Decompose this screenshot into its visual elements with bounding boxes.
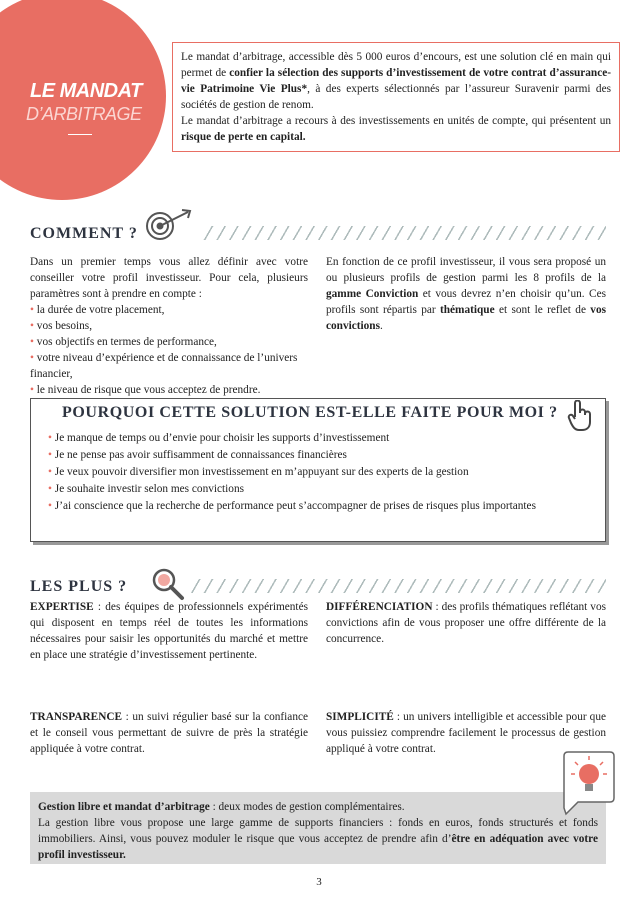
pointing-hand-icon	[566, 400, 594, 432]
plus-simplicite: SIMPLICITÉ : un univers intelligible et accessible pour que vous puissiez comprendre facilement le processus de gestion appliqué à votre contrat.	[326, 711, 606, 755]
plus-expertise: EXPERTISE : des équipes de professionnels expérimentés qui disposent en temps réel de toutes les informations nécessaires pour saisir les opportunités du marché et mettre en place une stratégie d’investissement pertinente.	[30, 601, 308, 661]
comment-intro-text: Dans un premier temps vous allez définir avec votre conseiller votre profil investisseur. Pour cela, plusieurs paramètres sont à prendre en compte :	[30, 256, 308, 300]
comment-right-text: En fonction de ce profil investisseur, il vous sera proposé un ou plusieurs profils de gestion parmi les 8 profils de la gamme Conviction et vous devrez n’en choisir qu’un. Ces profils sont répartis par thématique et sont le reflet de vos convictions.	[326, 256, 606, 332]
note-line-2: La gestion libre vous propose une large gamme de supports financiers : fonds en euros, fonds structurés et fonds immobiliers. Ainsi, vous pouvez moduler le risque que vous acceptez de prendre afin d’être en adéquation avec votre profil investisseur.	[38, 817, 598, 861]
list-item: • Je manque de temps ou d’envie pour choisir les supports d’investissement	[48, 432, 390, 444]
list-item: • la durée de votre placement,	[30, 304, 165, 316]
pourquoi-list	[48, 430, 598, 515]
list-item: • votre niveau d’expérience et de connaissance de l’univers financier,	[30, 352, 298, 380]
list-item: • Je veux pouvoir diversifier mon investissement en m’appuyant sur des experts de la gestion	[48, 466, 469, 478]
plus-differenciation: DIFFÉRENCIATION : des profils thématiques reflétant vos convictions afin de vous proposer une offre différente de la concurrence.	[326, 601, 606, 645]
intro-paragraph-1: Le mandat d’arbitrage, accessible dès 5 000 euros d’encours, est une solution clé en main qui permet de confier la sélection des supports d’investissement de votre contrat d’assurance-vie Patrimoine Vie Plus*, à des experts sélectionnés par l’assureur Suravenir parmi des sociétés de gestion de renom.	[181, 51, 611, 111]
plus-heading: LES PLUS ?	[30, 578, 128, 595]
intro-box	[172, 42, 620, 152]
bottom-note-box	[30, 792, 606, 864]
section-divider	[190, 579, 606, 593]
target-icon	[144, 206, 198, 242]
list-item: • vos besoins,	[30, 320, 93, 332]
comment-left-column	[30, 254, 308, 398]
pourquoi-heading: POURQUOI CETTE SOLUTION EST-ELLE FAITE POUR MOI ?	[62, 404, 558, 421]
page-number: 3	[316, 876, 322, 888]
brand-subtitle: D’ARBITRAGE	[26, 104, 142, 124]
list-item: • J’ai conscience que la recherche de performance peut s’accompagner de prises de risques plus importantes	[48, 500, 536, 512]
note-line-1: Gestion libre et mandat d’arbitrage : deux modes de gestion complémentaires.	[38, 801, 405, 813]
brand-title: LE MANDAT	[30, 80, 142, 102]
lightbulb-icon	[558, 748, 618, 818]
list-item: • Je souhaite investir selon mes convictions	[48, 483, 244, 495]
brand-divider	[68, 134, 92, 135]
intro-paragraph-2: Le mandat d’arbitrage a recours à des investissements en unités de compte, qui présentent un risque de perte en capital.	[181, 115, 611, 143]
list-item: • vos objectifs en termes de performance,	[30, 336, 217, 348]
comment-heading: COMMENT ?	[30, 225, 138, 242]
comment-right-column	[326, 254, 606, 334]
magnifier-icon	[150, 566, 186, 602]
section-divider	[202, 226, 606, 240]
plus-transparence: TRANSPARENCE : un suivi régulier basé sur la confiance et le conseil vous permettant de suivre de près la stratégie appliquée à votre contrat.	[30, 711, 308, 755]
list-item: • le niveau de risque que vous acceptez de prendre.	[30, 384, 261, 396]
list-item: • Je ne pense pas avoir suffisamment de connaissances financières	[48, 449, 347, 461]
